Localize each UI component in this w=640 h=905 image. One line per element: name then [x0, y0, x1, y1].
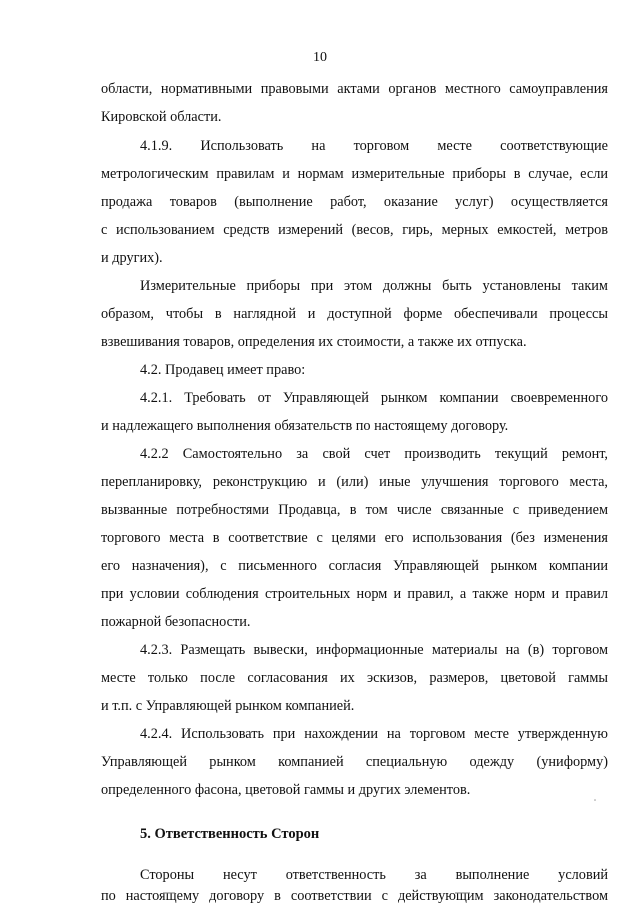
text-line: пожарной безопасности.	[101, 614, 251, 630]
text-line: месте только после согласования их эскизов, размеров, цветовой гаммы	[101, 670, 608, 686]
text-line: взвешивания товаров, определения их стоимости, а также их отпуска.	[101, 334, 527, 350]
text-line: 4.2.4. Использовать при нахождении на торговом месте утвержденную	[140, 726, 608, 742]
page-number: 10	[313, 50, 327, 65]
text-line: образом, чтобы в наглядной и доступной форме обеспечивали процессы	[101, 306, 608, 322]
text-line: при условии соблюдения строительных норм и правил, а также норм и правил	[101, 586, 608, 602]
text-line: Кировской области.	[101, 109, 222, 125]
text-line: 4.2.3. Размещать вывески, информационные материалы на (в) торговом	[140, 642, 608, 658]
text-line: и надлежащего выполнения обязательств по настоящему договору.	[101, 418, 509, 434]
text-line: и т.п. с Управляющей рынком компанией.	[101, 698, 355, 714]
text-line: торгового места в соответствие с целями его использования (без изменения	[101, 530, 608, 546]
text-line: Управляющей рынком компанией специальную одежду (униформу)	[101, 754, 608, 770]
text-line: продажа товаров (выполнение работ, оказание услуг) осуществляется	[101, 194, 608, 210]
text-line: и других).	[101, 250, 163, 266]
text-line: перепланировку, реконструкцию и (или) иные улучшения торгового места,	[101, 474, 608, 490]
text-line: вызванные потребностями Продавца, в том числе связанные с приведением	[101, 502, 608, 518]
text-line: области, нормативными правовыми актами органов местного самоуправления	[101, 81, 608, 97]
text-line: его назначения), с письменного согласия Управляющей рынком компании	[101, 558, 608, 574]
text-line: по настоящему договору в соответствии с действующим законодательством	[101, 888, 608, 904]
text-line: 4.2.1. Требовать от Управляющей рынком компании своевременного	[140, 390, 608, 406]
section-heading: 5. Ответственность Сторон	[140, 826, 320, 842]
text-line: Стороны несут ответственность за выполнение условий	[140, 867, 608, 883]
text-line: метрологическим правилам и нормам измерительные приборы в случае, если	[101, 166, 608, 182]
text-line: 4.1.9. Использовать на торговом месте соответствующие	[140, 138, 608, 154]
text-line: определенного фасона, цветовой гаммы и других элементов.	[101, 782, 471, 798]
text-line: с использованием средств измерений (весов, гирь, мерных емкостей, метров	[101, 222, 608, 238]
text-line: 4.2. Продавец имеет право:	[140, 362, 306, 378]
text-line: Измерительные приборы при этом должны быть установлены таким	[140, 278, 608, 294]
text-line: 4.2.2 Самостоятельно за свой счет производить текущий ремонт,	[140, 446, 608, 462]
